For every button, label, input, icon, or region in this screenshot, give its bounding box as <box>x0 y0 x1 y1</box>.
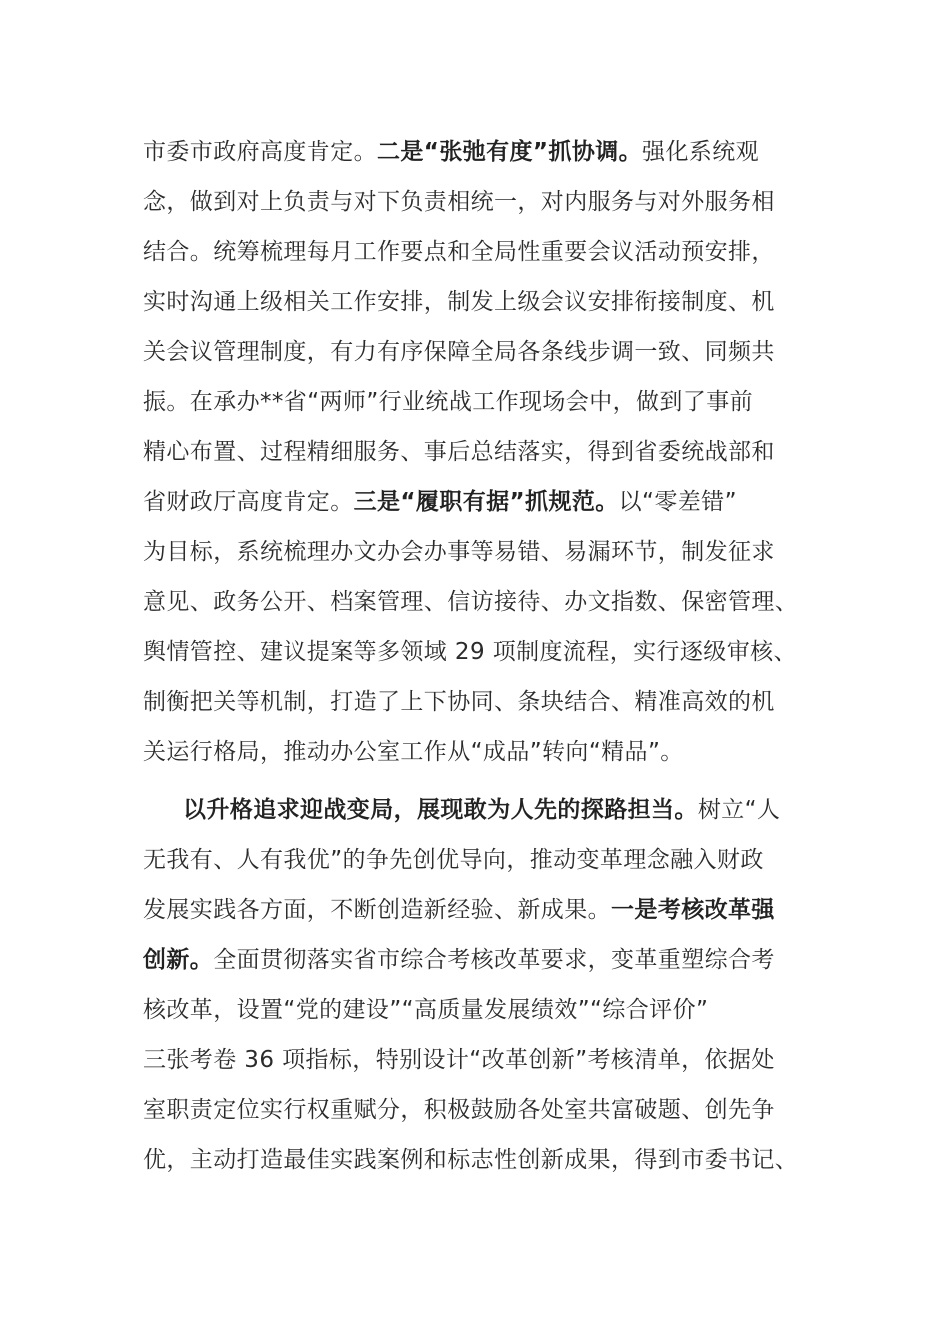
text-line: 精心布置、过程精细服务、事后总结落实，得到省委统战部和 <box>143 439 775 465</box>
text-run: 市委市政府高度肯定。 <box>143 139 377 165</box>
bold-heading: 一是考核改革强 <box>611 897 775 923</box>
text-run: 以“零差错” <box>618 489 737 515</box>
text-line: 实时沟通上级相关工作安排，制发上级会议安排衔接制度、机 <box>143 289 775 315</box>
text-line: 室职责定位实行权重赋分，积极鼓励各处室共富破题、创先争 <box>143 1097 775 1123</box>
text-line <box>143 477 833 527</box>
text-line: 意见、政务公开、档案管理、信访接待、办文指数、保密管理、 <box>143 589 799 615</box>
text-line: 舆情管控、建议提案等多领域 29 项制度流程，实行逐级审核、 <box>143 639 797 665</box>
text-run: 省财政厅高度肯定。 <box>143 489 354 515</box>
text-run: 强化系统观 <box>642 139 760 165</box>
text-line <box>143 935 833 985</box>
bold-heading: 三是“履职有据”抓规范。 <box>353 489 619 515</box>
text-line <box>143 885 833 935</box>
text-line: 无我有、人有我优”的争先创优导向，推动变革理念融入财政 <box>143 847 764 873</box>
text-line: 核改革，设置“党的建设”“高质量发展绩效”“综合评价” <box>143 997 709 1023</box>
text-run: 全面贯彻落实省市综合考核改革要求，变革重塑综合考 <box>213 947 775 973</box>
text-line: 关会议管理制度，有力有序保障全局各条线步调一致、同频共 <box>143 339 775 365</box>
text-line: 为目标，系统梳理办文办会办事等易错、易漏环节，制发征求 <box>143 539 775 565</box>
text-line <box>143 785 833 835</box>
text-line: 念，做到对上负责与对下负责相统一，对内服务与对外服务相 <box>143 189 775 215</box>
text-line: 三张考卷 36 项指标，特别设计“改革创新”考核清单，依据处 <box>143 1047 775 1073</box>
paragraph-coordination <box>143 127 833 777</box>
text-run: 发展实践各方面，不断创造新经验、新成果。 <box>143 897 611 923</box>
text-line: 结合。统筹梳理每月工作要点和全局性重要会议活动预安排， <box>143 239 775 265</box>
bold-heading: 创新。 <box>143 947 214 973</box>
text-line: 关运行格局，推动办公室工作从“成品”转向“精品”。 <box>143 739 684 765</box>
text-line: 制衡把关等机制，打造了上下协同、条块结合、精准高效的机 <box>143 689 775 715</box>
text-line: 优，主动打造最佳实践案例和标志性创新成果，得到市委书记、 <box>143 1147 799 1173</box>
bold-heading: 二是“张弛有度”抓协调。 <box>377 139 643 165</box>
text-run: 树立“人 <box>697 797 781 823</box>
bold-heading: 以升格追求迎战变局，展现敢为人先的探路担当。 <box>183 797 698 823</box>
text-line: 振。在承办**省“两师”行业统战工作现场会中，做到了事前 <box>143 389 754 415</box>
paragraph-pioneering <box>143 785 833 1185</box>
text-line <box>143 127 833 177</box>
